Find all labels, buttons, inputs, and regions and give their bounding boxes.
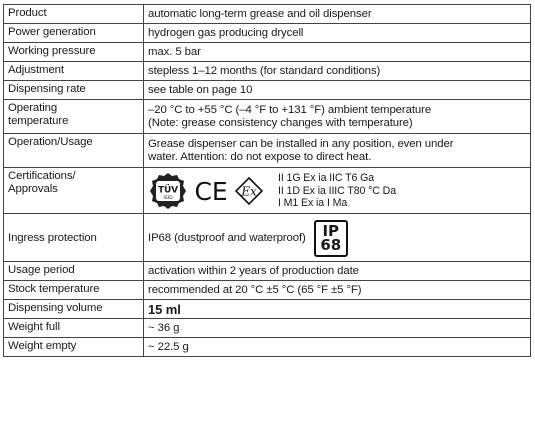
ce-text: CE xyxy=(194,177,228,205)
row-label: Power generation xyxy=(4,24,144,43)
table-row xyxy=(4,281,531,300)
row-label: Weight empty xyxy=(4,338,144,357)
row-label xyxy=(4,168,144,214)
table-row xyxy=(4,262,531,281)
row-value-line: Grease dispenser can be installed in any position, even under xyxy=(148,138,454,150)
atex-ex-mark-icon xyxy=(234,176,264,206)
row-value xyxy=(144,100,531,134)
table-row xyxy=(4,319,531,338)
row-value: see table on page 10 xyxy=(144,81,531,100)
row-label xyxy=(4,100,144,134)
table-row xyxy=(4,338,531,357)
table-row xyxy=(4,300,531,319)
row-value: 15 ml xyxy=(144,300,531,319)
row-label-line: Approvals xyxy=(8,183,58,195)
table-row xyxy=(4,81,531,100)
atex-markings xyxy=(278,172,396,210)
tuv-small-text: SÜD xyxy=(163,196,173,201)
row-label: Usage period xyxy=(4,262,144,281)
row-value xyxy=(144,168,531,214)
atex-line: I M1 Ex ia I Ma xyxy=(278,197,348,210)
row-value-line: –20 °C to +55 °C (–4 °F to +131 °F) ambient temperature xyxy=(148,104,432,116)
table-row xyxy=(4,43,531,62)
row-value: automatic long-term grease and oil dispenser xyxy=(144,5,531,24)
table-row xyxy=(4,62,531,81)
ip68-badge-icon xyxy=(314,220,348,257)
row-value-line: water. Attention: do not expose to direct heat. xyxy=(148,151,372,163)
row-label: Working pressure xyxy=(4,43,144,62)
table-row xyxy=(4,168,531,214)
row-label: Product xyxy=(4,5,144,24)
atex-line: II 1G Ex ia IIC T6 Ga xyxy=(278,172,375,185)
row-value: max. 5 bar xyxy=(144,43,531,62)
table-row xyxy=(4,214,531,262)
row-value: activation within 2 years of production date xyxy=(144,262,531,281)
ce-mark-icon xyxy=(192,177,230,205)
row-label: Dispensing volume xyxy=(4,300,144,319)
row-label: Adjustment xyxy=(4,62,144,81)
row-label-line: Certifications/ xyxy=(8,170,76,182)
row-value: ~ 36 g xyxy=(144,319,531,338)
row-value-line: (Note: grease consistency changes with temperature) xyxy=(148,117,413,129)
table-row xyxy=(4,100,531,134)
table-row xyxy=(4,24,531,43)
row-value: recommended at 20 °C ±5 °C (65 °F ±5 °F) xyxy=(144,281,531,300)
ip-badge-top: IP xyxy=(322,222,339,240)
row-value xyxy=(144,214,531,262)
row-label-line: temperature xyxy=(8,115,69,127)
table-row xyxy=(4,5,531,24)
row-label: Ingress protection xyxy=(4,214,144,262)
tuv-text: TÜV xyxy=(157,185,179,196)
row-label: Operation/Usage xyxy=(4,134,144,168)
row-label: Dispensing rate xyxy=(4,81,144,100)
tuv-sud-logo-icon xyxy=(148,171,188,211)
row-value xyxy=(144,134,531,168)
row-value: stepless 1–12 months (for standard conditions) xyxy=(144,62,531,81)
row-value: hydrogen gas producing drycell xyxy=(144,24,531,43)
ip-rating-text: IP68 (dustproof and waterproof) xyxy=(148,231,306,244)
atex-line: II 1D Ex ia IIIC T80 °C Da xyxy=(278,184,397,197)
specifications-table xyxy=(3,4,531,357)
ex-text: Ex xyxy=(241,184,257,199)
row-value: ~ 22.5 g xyxy=(144,338,531,357)
row-label-line: Operating xyxy=(8,102,58,114)
ip-badge-bottom: 68 xyxy=(320,236,342,254)
row-label: Weight full xyxy=(4,319,144,338)
row-label: Stock temperature xyxy=(4,281,144,300)
table-row xyxy=(4,134,531,168)
